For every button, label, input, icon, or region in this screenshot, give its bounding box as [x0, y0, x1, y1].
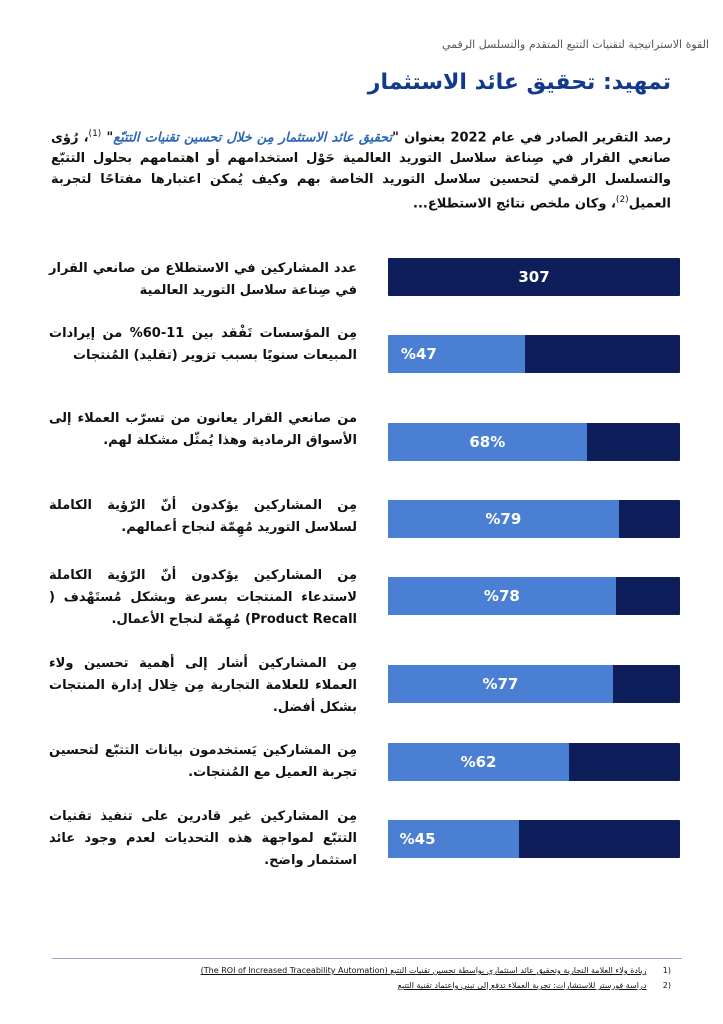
report-title-link[interactable]: تحقيق عائد الاستثمار مِن خلال تحسين تقنيات التتبّع	[113, 130, 393, 146]
footnote-number: (2	[662, 981, 671, 990]
stat-label: مِن المشاركين أشار إلى أهمية تحسين ولاء العملاء للعلامة التجارية مِن خِلال إدارة المنتجات بشكل أفضل.	[49, 656, 357, 715]
footnote-link[interactable]: زيادة ولاء العلامة التجارية وتحقيق عائد استثماري بواسطة تحسين تقنيات التتبع (The ROI of Increased Traceability Automation)	[200, 966, 647, 975]
document-header-title: القوة الاستراتيجية لتقنيات التتبع المتقدم والتسلسل الرقمي	[441, 38, 709, 51]
stat-bar	[388, 820, 680, 858]
footnote-number: (1	[662, 966, 671, 975]
stat-value: %45	[399, 830, 436, 848]
stat-value: %77	[482, 675, 519, 693]
stat-value: %47	[400, 345, 437, 363]
stat-label: عدد المشاركين في الاستطلاع من صانعي القرار في صِناعة سلاسل التوريد العالمية	[49, 261, 357, 298]
stat-bar	[388, 665, 680, 703]
stat-value: %62	[460, 753, 497, 771]
stat-label: مِن المؤسسات تَفْقد بين 11-60% من إيرادات المبيعات سنويًا بسبب تزوير (تقليد) المُنتجات	[49, 326, 357, 363]
stat-label: مِن المشاركين يَستخدمون بيانات التتبّع لتحسين تجربة العميل مع المُنتجات.	[49, 743, 357, 780]
stat-bar	[388, 577, 680, 615]
stat-label: من صانعي القرار يعانون من تسرّب العملاء إلى الأسواق الرمادية وهذا يُمثّل مشكلة لهم.	[49, 411, 357, 448]
stat-label: مِن المشاركين يؤكدون أنّ الرّؤية الكاملة لسلاسل التوريد مُهِمّة لنجاح أعمالهم.	[49, 498, 357, 535]
stat-value: 307	[518, 268, 550, 286]
footnote-link[interactable]: دراسة فورستر للاستشارات: تجربة العملاء تدفع إلى تبني واعتماد تقنية التتبع	[397, 981, 647, 990]
footnote-ref[interactable]: (2)	[615, 195, 629, 206]
stat-bar	[388, 743, 680, 781]
footnote-ref[interactable]: (1)	[88, 129, 102, 139]
intro-text: ، وكان ملخص نتائج الاستطلاع...	[413, 196, 616, 212]
stat-bar	[388, 500, 680, 538]
intro-text: ، رُؤى صانعي القرار في صِناعة سلاسل التوريد العالمية حَوْل استخدامهم أو اهتمامهم بحلول التتبّع والتسلسل الرقمي لتحسين سلاسل التوريد الخاصة بهم وكيف يُمكن اعتبارها مفتاحًا لتجربة العميل	[51, 130, 671, 212]
intro-text: "	[106, 130, 114, 146]
stat-label: مِن المشاركين يؤكدون أنّ الرّؤية الكاملة لاستدعاء المنتجات بسرعة وبشكل مُستَهْدف ( Product Recall) مُهِمّة لنجاح الأعمال.	[49, 568, 357, 627]
stat-label: مِن المشاركين غير قادرين على تنفيذ تقنيات التتبّع لمواجهة هذه التحديات لعدم وجود عائد استثمار واضح.	[49, 809, 357, 868]
footnote-item	[31, 981, 671, 990]
stat-value: 68%	[469, 433, 506, 451]
intro-paragraph	[51, 124, 671, 215]
stat-value: %79	[485, 510, 522, 528]
stat-bar	[388, 335, 680, 373]
footnote-divider	[52, 958, 682, 959]
footnote-item	[31, 966, 671, 975]
intro-text: رصد التقرير الصادر في عام 2022 بعنوان "	[392, 130, 672, 146]
stat-bar	[388, 258, 680, 296]
stat-bar	[388, 423, 680, 461]
stat-value: %78	[483, 587, 520, 605]
section-title: تمهيد: تحقيق عائد الاستثمار	[367, 70, 671, 95]
